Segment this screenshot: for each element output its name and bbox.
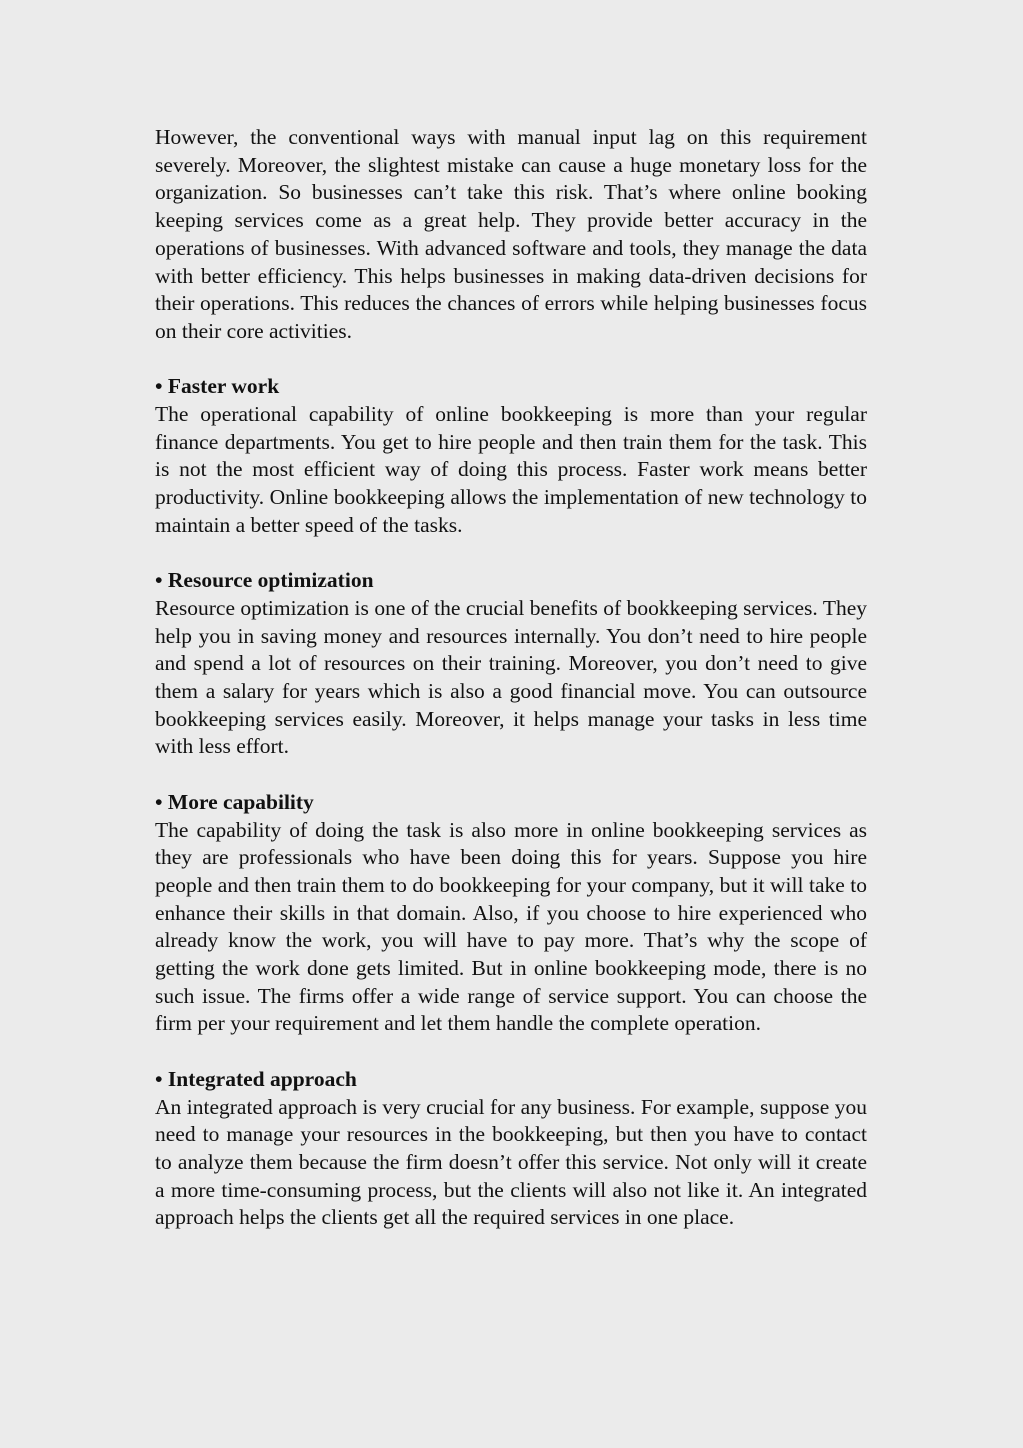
- section-heading-text: Integrated approach: [167, 1066, 357, 1091]
- section-body: The operational capability of online bookkeeping is more than your regular finance departments. You get to hire people and then train them for the task. This is not the most efficient way of doing this process. Faster work means better productivity. Online bookkeeping allows the implementation of new technology to maintain a better speed of the tasks.: [155, 402, 867, 537]
- section-body: Resource optimization is one of the crucial benefits of bookkeeping services. They help you in saving money and resources internally. You don’t need to hire people and spend a lot of resources on their training. Moreover, you don’t need to give them a salary for years which is also a good financial move. You can outsource bookkeeping services easily. Moreover, it helps manage your tasks in less time with less effort.: [155, 595, 867, 759]
- section-heading: [155, 567, 867, 595]
- section-body: An integrated approach is very crucial for any business. For example, suppose you need to manage your resources in the bookkeeping, but then you have to contact to analyze them because the firm doesn’t offer this service. Not only will it create a more time-consuming process, but the clients will also not like it. An integrated approach helps the clients get all the required services in one place.: [155, 1094, 867, 1230]
- section-heading: [155, 1066, 867, 1094]
- bullet-icon: •: [155, 568, 163, 593]
- document-page: [155, 124, 867, 1232]
- intro-paragraph: However, the conventional ways with manual input lag on this requirement severely. Moreover, the slightest mistake can cause a huge monetary loss for the organization. So businesses can’t take this risk. That’s where online booking keeping services come as a great help. They provide better accuracy in the operations of businesses. With advanced software and tools, they manage the data with better efficiency. This helps businesses in making data-driven decisions for their operations. This reduces the chances of errors while helping businesses focus on their core activities.: [155, 125, 867, 343]
- section-heading: [155, 789, 867, 817]
- section-resource-optimization: [155, 567, 867, 761]
- bullet-icon: •: [155, 789, 163, 814]
- section-heading-text: Resource optimization: [167, 568, 374, 593]
- section-heading-text: More capability: [167, 789, 314, 814]
- bullet-icon: •: [155, 374, 163, 399]
- section-faster-work: [155, 373, 867, 539]
- section-heading: [155, 373, 867, 401]
- bullet-icon: •: [155, 1066, 163, 1091]
- section-more-capability: [155, 789, 867, 1038]
- section-heading-text: Faster work: [167, 374, 280, 399]
- section-body: The capability of doing the task is also more in online bookkeeping services as they are professionals who have been doing this for years. Suppose you hire people and then train them to do bookkeeping for your company, but it will take to enhance their skills in that domain. Also, if you choose to hire experienced who already know the work, you will have to pay more. That’s why the scope of getting the work done gets limited. But in online bookkeeping mode, there is no such issue. The firms offer a wide range of service support. You can choose the firm per your requirement and let them handle the complete operation.: [155, 817, 867, 1036]
- section-integrated-approach: [155, 1066, 867, 1232]
